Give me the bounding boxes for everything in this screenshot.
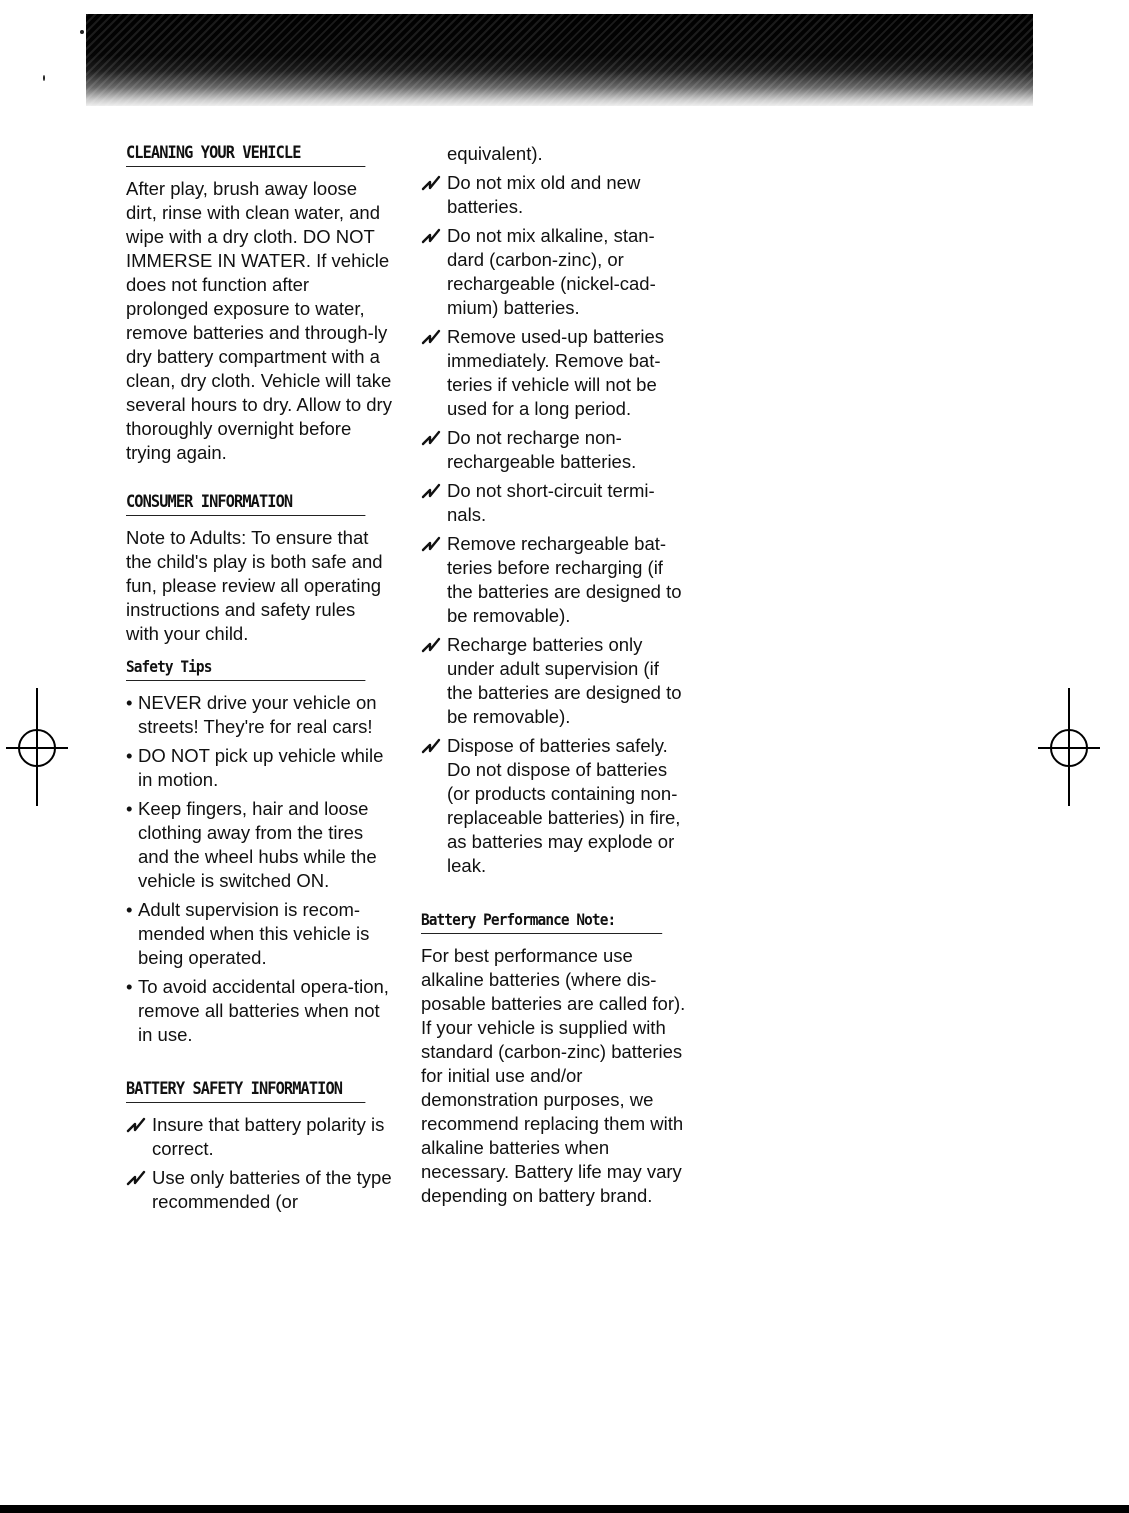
- registration-mark-icon: [2, 688, 72, 808]
- check-mark-icon: [421, 329, 441, 345]
- bullet-icon: •: [126, 976, 133, 997]
- check-mark-icon: [421, 738, 441, 754]
- list-item: Do not recharge non-rechargeable batteries.: [421, 426, 689, 474]
- check-mark-icon: [421, 637, 441, 653]
- list-item: Insure that battery polarity is correct.: [126, 1113, 392, 1161]
- print-speck: [80, 30, 84, 34]
- left-column: [126, 142, 392, 1219]
- bullet-icon: •: [126, 692, 133, 713]
- safety-tips-list: [126, 691, 392, 1047]
- print-speck: [43, 75, 45, 81]
- list-item: Do not mix alkaline, stan-dard (carbon-zinc), or rechargeable (nickel-cad-mium) batteries.: [421, 224, 689, 320]
- list-item: Do not short-circuit termi-nals.: [421, 479, 689, 527]
- list-item: • To avoid accidental opera-tion, remove all batteries when not in use.: [126, 976, 389, 1045]
- bullet-icon: •: [126, 899, 133, 920]
- list-item: Do not mix old and new batteries.: [421, 171, 689, 219]
- check-mark-icon: [421, 228, 441, 244]
- bullet-icon: •: [126, 745, 133, 766]
- header-band: [86, 14, 1033, 106]
- check-mark-icon: [421, 483, 441, 499]
- list-item: Remove used-up batteries immediately. Remove bat-teries if vehicle will not be used for a long period.: [421, 325, 689, 421]
- right-column: [421, 142, 689, 1208]
- list-item: Remove rechargeable bat-teries before recharging (if the batteries are designed to be removable).: [421, 532, 689, 628]
- check-mark-icon: [421, 430, 441, 446]
- check-mark-icon: [421, 175, 441, 191]
- registration-mark-icon: [1034, 688, 1104, 808]
- battery-performance-heading: Battery Performance Note:: [421, 909, 662, 934]
- battery-safety-heading: BATTERY SAFETY INFORMATION: [126, 1078, 365, 1103]
- safety-tips-heading: Safety Tips: [126, 656, 365, 681]
- continuation-text: equivalent).: [447, 143, 543, 164]
- bullet-icon: •: [126, 798, 133, 819]
- list-item: • Adult supervision is recom-mended when this vehicle is being operated.: [126, 899, 370, 968]
- list-item: Dispose of batteries safely. Do not dispose of batteries (or products containing non-replaceable batteries) in fire, as batteries may explode or leak.: [421, 734, 689, 878]
- check-mark-icon: [421, 536, 441, 552]
- battery-performance-text: For best performance use alkaline batteries (where dis-posable batteries are called for). If your vehicle is supplied with standard (carbon-zinc) batteries for initial use and/or demonstration purposes, we recommend replacing them with alkaline batteries when necessary. Battery life may vary depending on battery brand.: [421, 945, 686, 1206]
- list-item: Use only batteries of the type recommended (or: [126, 1166, 392, 1214]
- list-item: Recharge batteries only under adult supervision (if the batteries are designed to be removable).: [421, 633, 689, 729]
- check-mark-icon: [126, 1170, 146, 1186]
- battery-safety-list: [126, 1113, 392, 1214]
- list-item: • DO NOT pick up vehicle while in motion.: [126, 745, 384, 790]
- bottom-bar: [0, 1505, 1129, 1513]
- check-mark-icon: [126, 1117, 146, 1133]
- list-item: • Keep fingers, hair and loose clothing away from the tires and the wheel hubs while the vehicle is switched ON.: [126, 798, 377, 891]
- cleaning-heading: CLEANING YOUR VEHICLE: [126, 142, 365, 167]
- list-item: • NEVER drive your vehicle on streets! They're for real cars!: [126, 692, 377, 737]
- cleaning-text: After play, brush away loose dirt, rinse with clean water, and wipe with a dry cloth. DO NOT IMMERSE IN WATER. If vehicle does not function after prolonged exposure to water, remove batteries and through-ly dry battery compartment with a clean, dry cloth. Vehicle will take several hours to dry. Allow to dry thoroughly overnight before trying again.: [126, 178, 392, 463]
- battery-safety-list-continued: [421, 171, 689, 878]
- consumer-heading: CONSUMER INFORMATION: [126, 491, 365, 516]
- consumer-text: Note to Adults: To ensure that the child's play is both safe and fun, please review all operating instructions and safety rules with your child.: [126, 527, 383, 644]
